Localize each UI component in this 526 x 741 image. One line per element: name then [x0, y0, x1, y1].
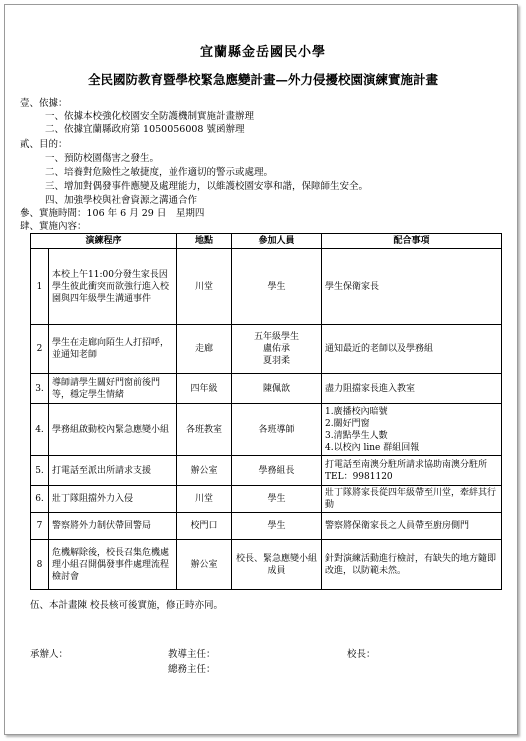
- content-heading: 肆、實施內容：: [20, 221, 87, 232]
- row-participants: 學生: [232, 486, 322, 513]
- table-row: [31, 540, 502, 590]
- row-procedure: 壯丁隊阻擋外力入侵: [49, 486, 177, 513]
- row-location: 川堂: [177, 486, 232, 513]
- row-participants: 學生: [232, 249, 322, 325]
- drill-table: [30, 233, 502, 590]
- row-number: 7: [31, 513, 49, 540]
- table-header-row: [31, 234, 502, 249]
- header-procedure: 演練程序: [31, 234, 177, 249]
- basis-item-1: 一、依據本校強化校園安全防護機制實施計畫辦理: [45, 111, 255, 122]
- row-procedure: 學務組啟動校內緊急應變小組: [49, 404, 177, 456]
- row-number: 8: [31, 540, 49, 590]
- row-procedure: 本校上午11:00分發生家長因學生彼此衝突而欲強行進入校園與四年級學生溝通事件: [49, 249, 177, 325]
- row-location: 四年級: [177, 374, 232, 404]
- row-participants: 學務組長: [232, 456, 322, 486]
- row-number: 3.: [31, 374, 49, 404]
- row-notes: 警察將保衛家長之人員帶至廚房側門: [322, 513, 502, 540]
- row-notes: 壯丁隊將家長從四年級帶至川堂，牽絆其行動: [322, 486, 502, 513]
- table-row: [31, 513, 502, 540]
- row-procedure: 學生在走廊向陌生人打招呼，並通知老師: [49, 325, 177, 374]
- row-location: 辦公室: [177, 540, 232, 590]
- row-participants: 各班導師: [232, 404, 322, 456]
- row-location: 走廊: [177, 325, 232, 374]
- signature-principal: 校長：: [347, 649, 376, 660]
- row-notes: 學生保衛家長: [322, 249, 502, 325]
- row-notes: 針對演練活動進行檢討，有缺失的地方隨即改進，以防範未然。: [322, 540, 502, 590]
- row-number: 2: [31, 325, 49, 374]
- row-participants: 校長、緊急應變小組成員: [232, 540, 322, 590]
- row-notes: 1.廣播校內暗號 2.關好門窗 3.清點學生人數 4.以校內 line 群組回報: [322, 404, 502, 456]
- header-location: 地點: [177, 234, 232, 249]
- row-number: 6.: [31, 486, 49, 513]
- table-row: [31, 249, 502, 325]
- basis-item-2: 二、依據宜蘭縣政府第 1050056008 號函辦理: [45, 124, 245, 135]
- row-participants: 學生: [232, 513, 322, 540]
- signature-organizer: 承辦人：: [30, 649, 69, 660]
- row-procedure: 打電話至派出所請求支援: [49, 456, 177, 486]
- table-row: [31, 374, 502, 404]
- signature-general-affairs: 總務主任：: [168, 664, 216, 675]
- table-row: [31, 325, 502, 374]
- row-location: 辦公室: [177, 456, 232, 486]
- plan-title: 全民國防教育暨學校緊急應變計畫—外力侵擾校園演練實施計畫: [87, 72, 438, 87]
- purpose-item-1: 一、預防校園傷害之發生。: [45, 153, 160, 164]
- purpose-item-3: 三、增加對偶發事件應變及處理能力，以維護校園安寧和諧，保障師生安全。: [45, 181, 369, 192]
- header-participants: 參加人員: [232, 234, 322, 249]
- row-procedure: 導師請學生關好門窗前後門等，穩定學生情緒: [49, 374, 177, 404]
- row-location: 川堂: [177, 249, 232, 325]
- row-notes: 盡力阻擋家長進入教室: [322, 374, 502, 404]
- implementation-time: 參、實施時間：106 年 6 月 29 日 星期四: [20, 208, 205, 219]
- row-notes: 通知最近的老師以及學務組: [322, 325, 502, 374]
- row-location: 各班教室: [177, 404, 232, 456]
- purpose-item-4: 四、加強學校與社會資源之溝通合作: [45, 195, 198, 206]
- row-number: 4.: [31, 404, 49, 456]
- row-notes: 打電話至南澳分駐所請求協助南澳分駐所 TEL：9981120: [322, 456, 502, 486]
- table-row: [31, 486, 502, 513]
- row-number: 5.: [31, 456, 49, 486]
- table-row: [31, 456, 502, 486]
- header-notes: 配合事項: [322, 234, 502, 249]
- row-participants: 五年級學生 盧佑承 夏羽柔: [232, 325, 322, 374]
- row-number: 1: [31, 249, 49, 325]
- purpose-heading: 貳、目的：: [20, 139, 68, 150]
- basis-heading: 壹、依據：: [20, 98, 68, 109]
- school-name: 宜蘭縣金岳國民小學: [199, 45, 326, 60]
- table-row: [31, 404, 502, 456]
- row-participants: 陳佩歆: [232, 374, 322, 404]
- signature-academic-director: 教導主任：: [168, 649, 216, 660]
- closing-note: 伍、本計畫陳 校長核可後實施，修正時亦同。: [30, 600, 224, 611]
- purpose-item-2: 二、培養對危險性之敏捷度，並作適切的警示或處理。: [45, 167, 274, 178]
- row-procedure: 警察將外力制伏帶回警局: [49, 513, 177, 540]
- row-procedure: 危機解除後，校長召集危機處理小組召開偶發事件處理流程檢討會: [49, 540, 177, 590]
- row-location: 校門口: [177, 513, 232, 540]
